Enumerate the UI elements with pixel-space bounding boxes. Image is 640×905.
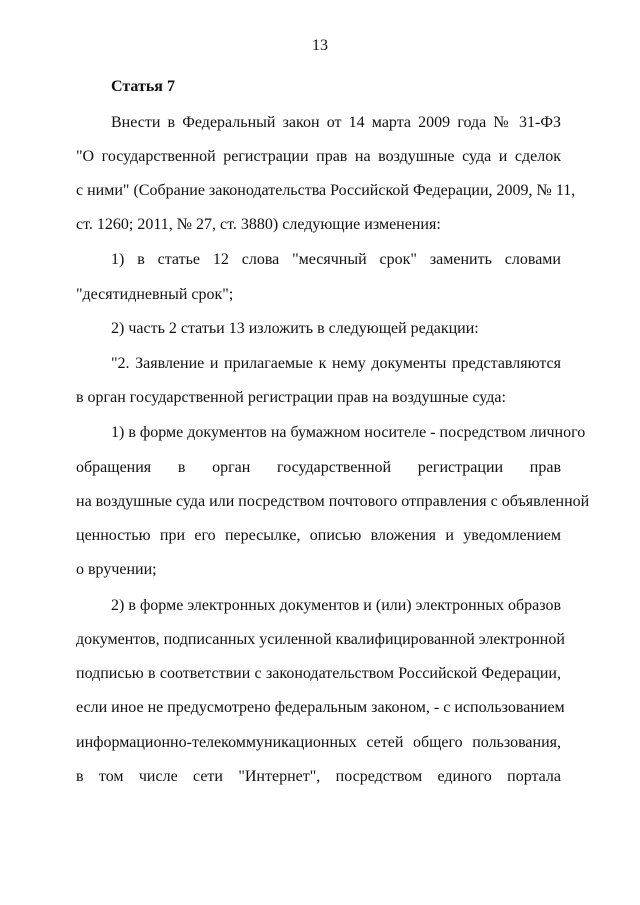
text-line: в том числе сети "Интернет", посредством единого портала (76, 768, 561, 785)
page-number: 13 (312, 37, 328, 54)
text-line: 1) в форме документов на бумажном носителе - посредством личного (111, 424, 586, 441)
text-line: с ними" (Собрание законодательства Российской Федерации, 2009, № 11, (76, 182, 576, 199)
text-line: на воздушные суда или посредством почтового отправления с объявленной (76, 493, 590, 510)
text-line: ст. 1260; 2011, № 27, ст. 3880) следующие изменения: (76, 216, 441, 233)
text-line: если иное не предусмотрено федеральным законом, - с использованием (76, 699, 565, 716)
text-line: "десятидневный срок"; (76, 286, 234, 303)
text-line: в орган государственной регистрации прав на воздушные суда: (76, 389, 506, 406)
text-line: 1) в статье 12 слова "месячный срок" заменить словами (111, 251, 561, 268)
text-line: подписью в соответствии с законодательством Российской Федерации, (76, 665, 561, 682)
text-line: "2. Заявление и прилагаемые к нему документы представляются (111, 355, 561, 372)
text-line: "О государственной регистрации прав на воздушные суда и сделок (76, 148, 561, 165)
text-line: о вручении; (76, 561, 157, 578)
text-line: обращения в орган государственной регистрации прав (76, 459, 561, 476)
text-line: информационно-телекоммуникационных сетей общего пользования, (76, 734, 561, 751)
text-line: Внести в Федеральный закон от 14 марта 2009 года № 31-ФЗ (111, 114, 561, 131)
text-line: 2) часть 2 статьи 13 изложить в следующей редакции: (111, 320, 479, 337)
text-line: 2) в форме электронных документов и (или) электронных образов (111, 597, 561, 614)
article-heading: Статья 7 (111, 78, 175, 95)
text-line: ценностью при его пересылке, описью вложения и уведомлением (76, 527, 561, 544)
text-line: документов, подписанных усиленной квалифицированной электронной (76, 631, 565, 648)
